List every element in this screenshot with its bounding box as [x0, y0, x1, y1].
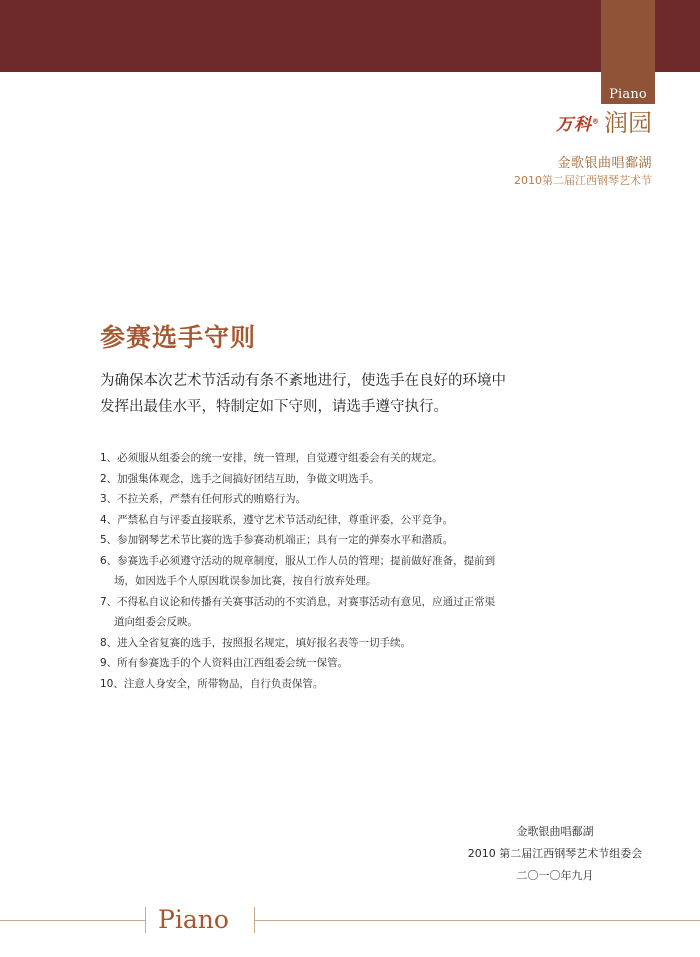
- header-band-right: [655, 0, 700, 72]
- rule-item: 10、注意人身安全，所带物品，自行负责保管。: [100, 677, 324, 690]
- signature-date: 二〇一〇年九月: [516, 869, 594, 882]
- piano-tab: [601, 0, 655, 104]
- rule-item: 3、不拉关系，严禁有任何形式的贿赂行为。: [100, 493, 307, 505]
- signature-block: [455, 821, 655, 887]
- logo-vanke-text: 万科®: [556, 115, 600, 135]
- logo-runyuan-text: 润园: [604, 109, 652, 137]
- vanke-runyuan-logo: [556, 110, 652, 135]
- event-subtitle: 2010第二届江西钢琴艺术节: [514, 174, 652, 187]
- rule-item: 4、严禁私自与评委直接联系，遵守艺术节活动纪律，尊重评委，公平竞争。: [100, 513, 454, 526]
- rule-item: 6、参赛选手必须遵守活动的规章制度，服从工作人员的管理；提前做好准备，提前到场，如因选手个人原因耽误参加比赛，按自行放弃处理。: [100, 554, 496, 587]
- rule-item: 1、必须服从组委会的统一安排，统一管理，自觉遵守组委会有关的规定。: [100, 452, 443, 464]
- rule-item: 2、加强集体观念，选手之间搞好团结互助，争做文明选手。: [100, 472, 380, 485]
- footer-divider-left: [0, 920, 145, 921]
- footer-piano-label: Piano: [158, 905, 229, 934]
- rules-list: [100, 448, 500, 694]
- rule-item: 5、参加钢琴艺术节比赛的选手参赛动机端正；具有一定的弹奏水平和潜质。: [100, 534, 454, 546]
- footer-divider-right: [254, 920, 700, 921]
- event-name: 金歌银曲唱鄱湖: [557, 156, 652, 171]
- logo-reg-mark: ®: [592, 117, 600, 126]
- signature-line-2: 2010 第二届江西钢琴艺术节组委会: [467, 847, 643, 860]
- rule-item: 9、所有参赛选手的个人资料由江西组委会统一保管。: [100, 657, 349, 669]
- rule-item: 7、不得私自议论和传播有关赛事活动的不实消息，对赛事活动有意见，应通过正常渠道向组委会反映。: [100, 595, 496, 628]
- footer-tick-left: [145, 907, 146, 933]
- header-band-left: [0, 0, 601, 72]
- intro-paragraph: 为确保本次艺术节活动有条不紊地进行，使选手在良好的环境中发挥出最佳水平，特制定如下守则，请选手遵守执行。: [100, 373, 506, 415]
- signature-line-1: 金歌银曲唱鄱湖: [516, 825, 594, 838]
- piano-tab-label: Piano: [609, 87, 647, 102]
- page-title: 参赛选手守则: [100, 323, 257, 352]
- rule-item: 8、进入全省复赛的选手，按照报名规定，填好报名表等一切手续。: [100, 636, 412, 649]
